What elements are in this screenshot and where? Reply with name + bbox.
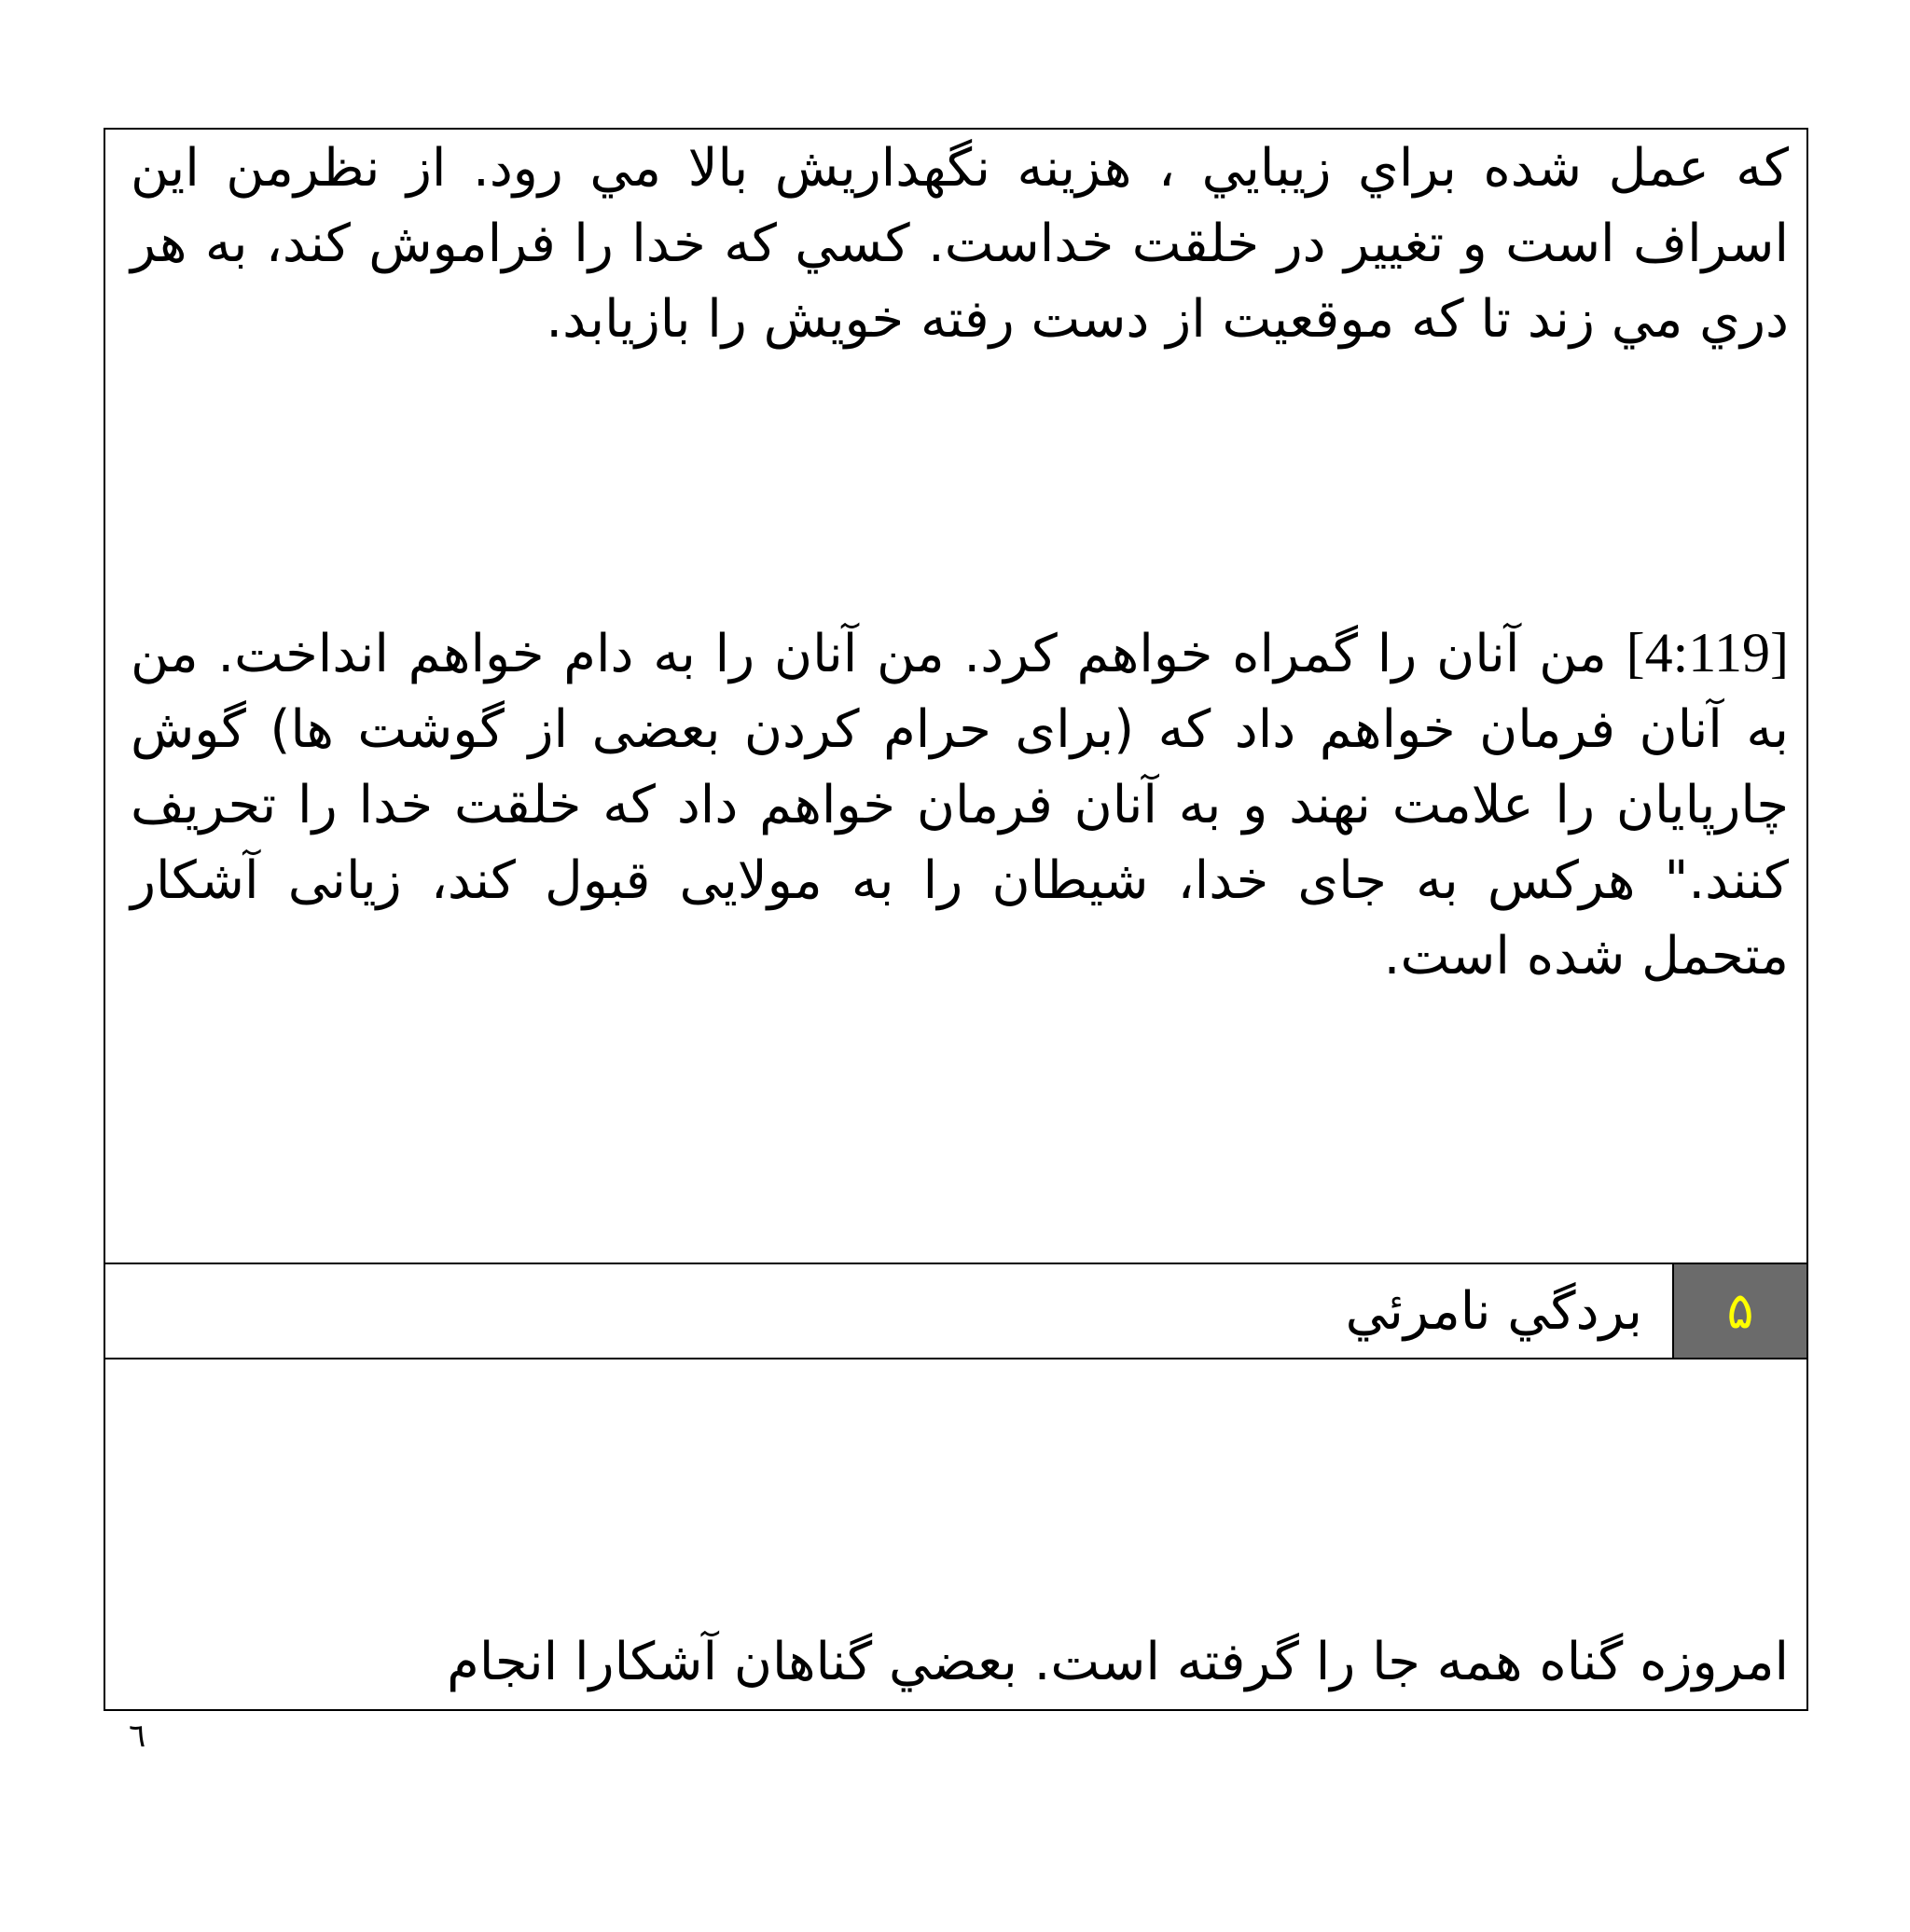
section-number-cell	[1672, 1264, 1806, 1358]
table-divider-bottom	[104, 1358, 1808, 1359]
body-paragraph-2: امروزه گناه همه جا را گرفته است. بعضي گناهان آشكارا انجام	[447, 1632, 1789, 1692]
verse-paragraph	[131, 615, 1789, 994]
verse-reference: [4:119]	[1626, 622, 1789, 683]
section-title: بردگي نامرئي	[1345, 1281, 1642, 1342]
section-heading-row	[105, 1264, 1806, 1358]
section-number: ۵	[1726, 1281, 1754, 1340]
verse-text: من آنان را گمراه خواهم كرد. من آنان را به دام خواهم انداخت. من به آنان فرمان خواهم داد كه (براى حرام كردن بعضى از گوشت ها) گوش چارپايان را علامت نهند و به آنان فرمان خواهم داد كه خلقت خدا را تحريف كنند." هركس به جاى خدا، شيطان را به مولايى قبول كند، زيانى آشكار متحمل شده است.	[131, 624, 1789, 987]
page-number: ٦	[129, 1718, 146, 1755]
body-paragraph-1: كه عمل شده براي زيبايي ، هزينه نگهداريش بالا مي رود. از نظرمن اين اسراف است و تغيير در خلقت خداست. كسي كه خدا را فراموش كند، به هر دري مي زند تا كه موقعيت از دست رفته خويش را بازيابد.	[131, 138, 1789, 350]
